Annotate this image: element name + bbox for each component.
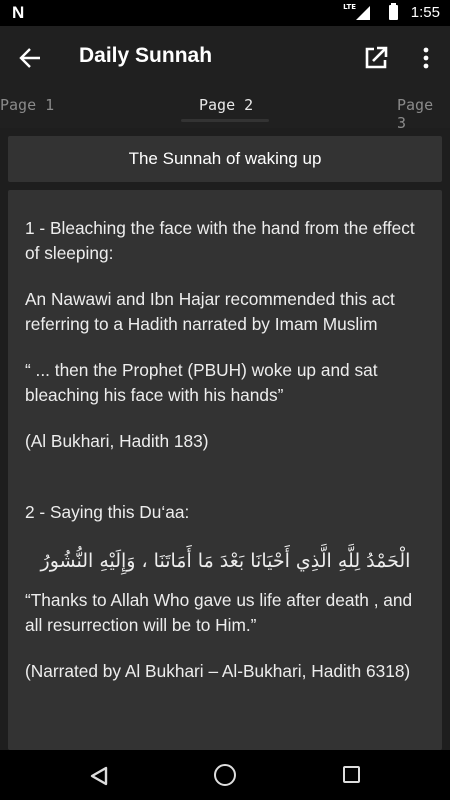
nav-home-icon[interactable]	[214, 764, 236, 786]
paragraph-2: An Nawawi and Ibn Hajar recommended this act referring to a Hadith narrated by Imam Muslim	[25, 289, 395, 334]
nav-recents-icon[interactable]	[343, 766, 360, 783]
more-vert-icon[interactable]	[416, 44, 436, 72]
app-bar	[0, 26, 450, 90]
notification-n-icon: N	[12, 3, 25, 22]
tab-page-3[interactable]: Page 3	[397, 96, 434, 132]
paragraph-6: “Thanks to Allah Who gave us life after death , and all resurrection will be to Him.”	[25, 590, 413, 635]
content-card[interactable]	[8, 190, 442, 750]
content-body	[8, 190, 442, 684]
battery-icon	[389, 5, 398, 20]
page-title: Daily Sunnah	[79, 44, 213, 67]
page-tabs	[0, 90, 450, 132]
tab-page-1[interactable]: Page 1	[0, 96, 55, 114]
paragraph-5: 2 - Saying this Du‘aa:	[25, 502, 190, 522]
status-bar	[0, 0, 450, 26]
tab-indicator	[181, 119, 269, 122]
arabic-duaa: الْحَمْدُ لِلَّهِ الَّذِي أَحْيَانَا بَعْدَ مَا أَمَاتَنَا ، وَإِلَيْهِ النُّشُورُ	[40, 550, 411, 572]
signal-icon	[356, 6, 370, 20]
section-heading-card	[8, 136, 442, 182]
paragraph-7: (Narrated by Al Bukhari – Al-Bukhari, Hadith 6318)	[25, 661, 411, 681]
arrow-back-icon[interactable]	[16, 44, 46, 72]
section-heading: The Sunnah of waking up	[128, 149, 322, 168]
tab-page-2[interactable]: Page 2	[199, 96, 254, 114]
nav-back-icon[interactable]	[88, 765, 110, 791]
paragraph-4: (Al Bukhari, Hadith 183)	[25, 431, 209, 451]
network-type-label: LTE	[343, 3, 356, 11]
system-nav-bar	[0, 750, 450, 800]
status-time: 1:55	[410, 4, 440, 21]
paragraph-3: “ ... then the Prophet (PBUH) woke up and sat bleaching his face with his hands”	[25, 360, 378, 405]
paragraph-1: 1 - Bleaching the face with the hand from the effect of sleeping:	[25, 218, 415, 263]
open-in-new-icon[interactable]	[362, 44, 390, 72]
